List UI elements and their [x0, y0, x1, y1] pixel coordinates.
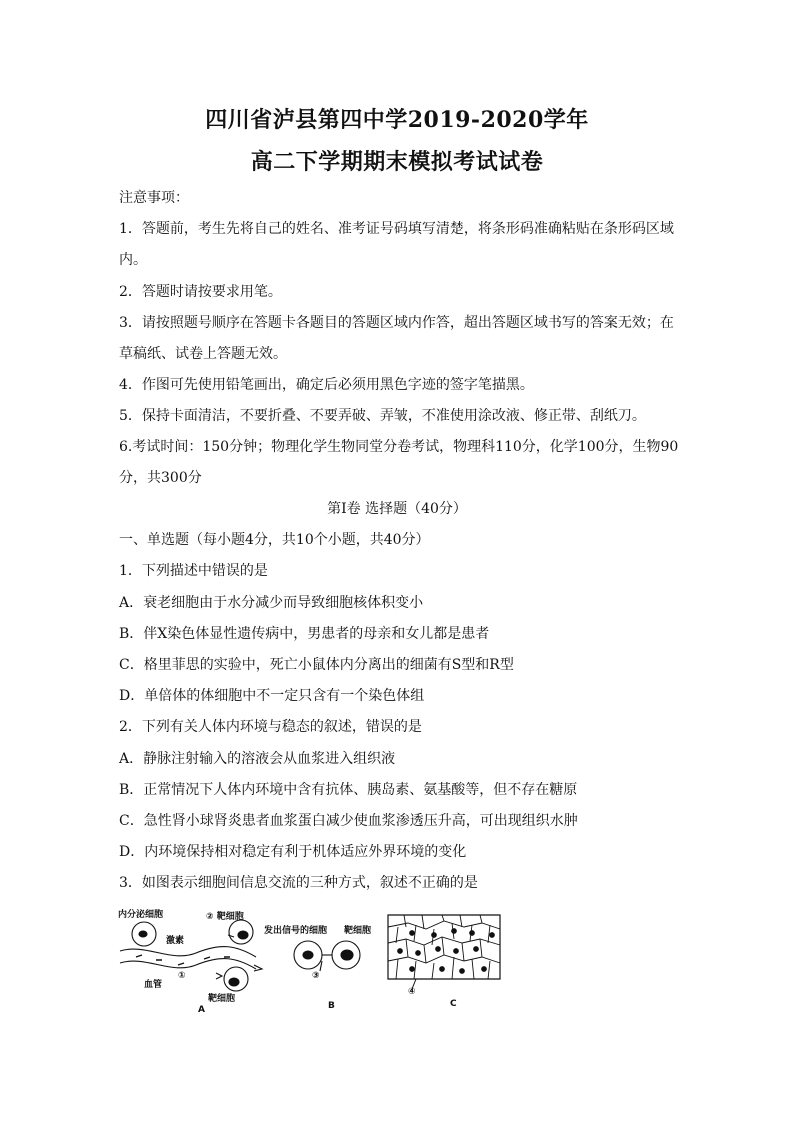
- notice-item: 内。: [119, 252, 147, 268]
- cell-signaling-figure: [116, 905, 506, 1017]
- label-signal-cell: 发出信号的细胞: [264, 926, 328, 936]
- panel-b-drawing: [294, 941, 360, 971]
- exam-title-line2: 高二下学期期末模拟考试试卷: [250, 149, 544, 175]
- section-title: 第Ⅰ卷 选择题（40分）: [327, 501, 467, 517]
- label-mark-1: ①: [178, 971, 186, 981]
- figure-drawing: [116, 905, 506, 1017]
- label-mark-4: ④: [408, 987, 416, 997]
- notice-item: 1．答题前，考生先将自己的姓名、准考证号码填写清楚，将条形码准确粘贴在条形码区域: [119, 221, 674, 237]
- label-target-cell-top: ② 靶细胞: [206, 912, 244, 922]
- question-1-stem: 1．下列描述中错误的是: [119, 563, 268, 579]
- label-hormone: 激素: [166, 936, 185, 946]
- section-subtitle: 一、单选题（每小题4分，共10个小题，共40分）: [119, 532, 430, 548]
- label-panel-a: A: [198, 1005, 205, 1015]
- label-target-cell-bottom: 靶细胞: [208, 994, 236, 1004]
- question-1-option-d: D．单倍体的体细胞中不一定只含有一个染色体组: [119, 688, 425, 704]
- notice-item: 分，共300分: [119, 470, 202, 486]
- question-2-option-c: C．急性肾小球肾炎患者血浆蛋白减少使血浆渗透压升高，可出现组织水肿: [119, 813, 578, 829]
- question-2-option-b: B．正常情况下人体内环境中含有抗体、胰岛素、氨基酸等，但不存在糖原: [119, 782, 578, 798]
- question-1-option-a: A．衰老细胞由于水分减少而导致细胞核体积变小: [119, 595, 424, 611]
- label-target-cell-b: 靶细胞: [344, 926, 372, 936]
- question-2-stem: 2．下列有关人体内环境与稳态的叙述，错误的是: [119, 719, 422, 735]
- notice-heading: 注意事项：: [119, 190, 189, 206]
- question-2-option-d: D．内环境保持相对稳定有利于机体适应外界环境的变化: [119, 844, 467, 860]
- notice-item: 6.考试时间：150分钟；物理化学生物同堂分卷考试，物理科110分，化学100分，生物90: [119, 439, 679, 455]
- label-panel-b: B: [328, 1001, 335, 1011]
- question-1-option-b: B．伴X染色体显性遗传病中，男患者的母亲和女儿都是患者: [119, 626, 490, 642]
- label-blood-vessel: 血管: [144, 980, 163, 990]
- question-1-option-c: C．格里菲思的实验中，死亡小鼠体内分离出的细菌有S型和R型: [119, 657, 514, 673]
- label-endocrine-cell: 内分泌细胞: [118, 910, 164, 920]
- notice-item: 4．作图可先使用铅笔画出，确定后必须用黑色字迹的签字笔描黑。: [119, 377, 534, 393]
- question-3-stem: 3．如图表示细胞间信息交流的三种方式，叙述不正确的是: [119, 875, 478, 891]
- question-2-option-a: A．静脉注射输入的溶液会从血浆进入组织液: [119, 751, 396, 767]
- label-mark-3: ③: [312, 971, 320, 981]
- panel-a-drawing: [120, 920, 262, 991]
- exam-title-line1: 四川省泸县第四中学2019-2020学年: [205, 107, 589, 133]
- notice-item: 3．请按照题号顺序在答题卡各题目的答题区域内作答，超出答题区域书写的答案无效；在: [119, 315, 674, 331]
- panel-c-drawing: [388, 915, 500, 989]
- label-panel-c: C: [450, 999, 457, 1009]
- notice-item: 5．保持卡面清洁，不要折叠、不要弄破、弄皱，不准使用涂改液、修正带、刮纸刀。: [119, 408, 646, 424]
- notice-item: 草稿纸、试卷上答题无效。: [119, 346, 287, 362]
- notice-item: 2．答题时请按要求用笔。: [119, 284, 282, 300]
